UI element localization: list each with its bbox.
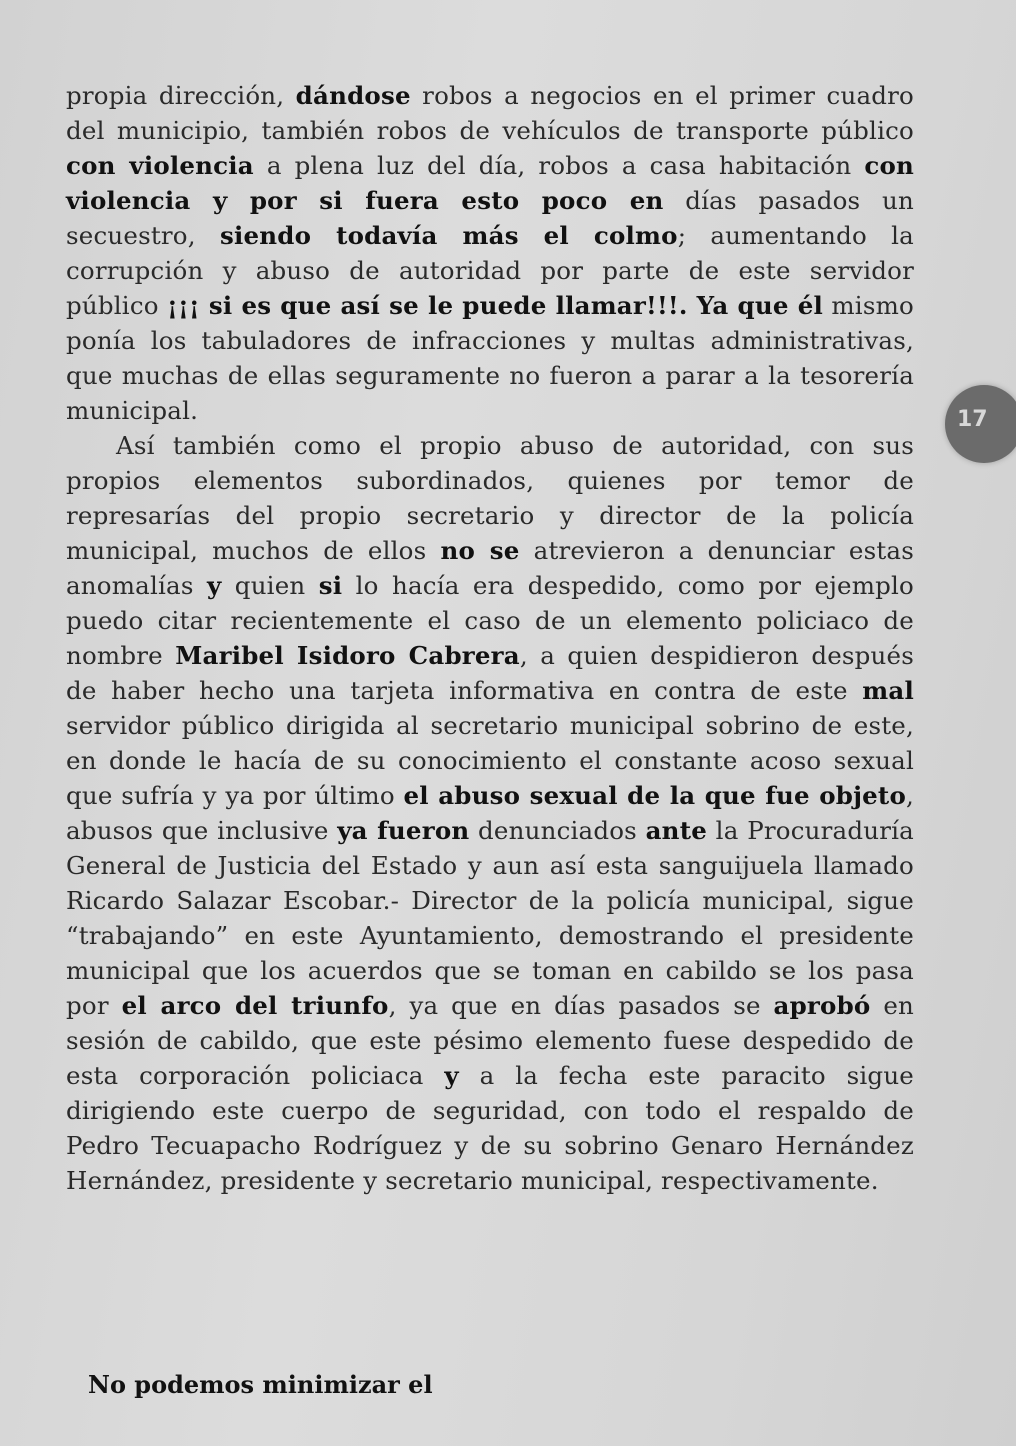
paragraph-2 (66, 428, 914, 1198)
bold-text-run: ante (645, 816, 708, 845)
bold-text-run: no se (440, 536, 520, 565)
bold-text-run: el arco del triunfo (121, 991, 389, 1020)
page-number: 17 (957, 407, 988, 432)
bold-text-run: y (444, 1061, 459, 1090)
bold-text-run: ya fueron (337, 816, 470, 845)
bold-text-run: con violencia y por si fuera esto poco en (66, 151, 914, 215)
text-run: quien (221, 571, 319, 600)
text-run: en sesión de cabildo, que este pésimo elemento fuese despedido de esta corporación policiaca (66, 991, 915, 1090)
bold-text-run: mal (862, 676, 914, 705)
text-run: la Procuraduría General de Justicia del Estado y aun así esta sanguijuela llamado Ricardo Salazar Escobar.- Director de la policía municipal, sigue “trabajando” en este Ayuntamiento, demostrando el presidente municipal que los acuerdos que se toman en cabildo se los pasa por (66, 816, 914, 1020)
text-run: atrevieron a denunciar estas anomalías (66, 536, 914, 600)
bold-text-run: si (318, 571, 343, 600)
text-run: Así también como el propio abuso de autoridad, con sus propios elementos subordinados, quienes por temor de represarías del propio secretario y director de la policía municipal, muchos de ellos (66, 431, 914, 565)
text-run: , ya que en días pasados se (388, 991, 774, 1020)
bold-text-run: aprobó (773, 991, 871, 1020)
text-run: robos a negocios en el primer cuadro del municipio, también robos de vehículos de transporte público (66, 81, 914, 145)
closing-heading: No podemos minimizar el (88, 1370, 433, 1399)
bold-text-run: el abuso sexual de la que fue objeto (403, 781, 906, 810)
text-run: , a quien despidieron después de haber hecho una tarjeta informativa en contra de este (66, 641, 915, 705)
text-run: mismo ponía los tabuladores de infracciones y multas administrativas, que muchas de ellas seguramente no fueron a parar a la tesorería municipal. (66, 291, 914, 425)
bold-text-run: ¡¡¡ si es que así se le puede llamar!!!. Ya que él (167, 291, 824, 320)
text-run: días pasados un secuestro, (66, 186, 914, 250)
text-run: lo hacía era despedido, como por ejemplo puedo citar recientemente el caso de un elemento policiaco de nombre (66, 571, 914, 670)
bold-text-run: y (207, 571, 222, 600)
text-run: ; aumentando la corrupción y abuso de autoridad por parte de este servidor público (66, 221, 914, 320)
bold-text-run: siendo todavía más el colmo (219, 221, 678, 250)
bold-text-run: Maribel Isidoro Cabrera (175, 641, 520, 670)
text-run: servidor público dirigida al secretario municipal sobrino de este, en donde le hacía de su conocimiento el constante acoso sexual que sufría y ya por último (66, 711, 914, 810)
bold-text-run: dándose (295, 81, 411, 110)
body-text (66, 78, 914, 1198)
bold-text-run: con violencia (66, 151, 254, 180)
text-run: a plena luz del día, robos a casa habitación (253, 151, 865, 180)
text-run: propia dirección, (66, 81, 296, 110)
text-run: denunciados (469, 816, 646, 845)
text-run: a la fecha este paracito sigue dirigiendo este cuerpo de seguridad, con todo el respaldo de Pedro Tecuapacho Rodríguez y de su sobrino Genaro Hernández Hernández, presidente y secretario municipal, respectivamente. (66, 1061, 914, 1195)
text-run: , abusos que inclusive (66, 781, 914, 845)
paragraph-1 (66, 78, 914, 428)
